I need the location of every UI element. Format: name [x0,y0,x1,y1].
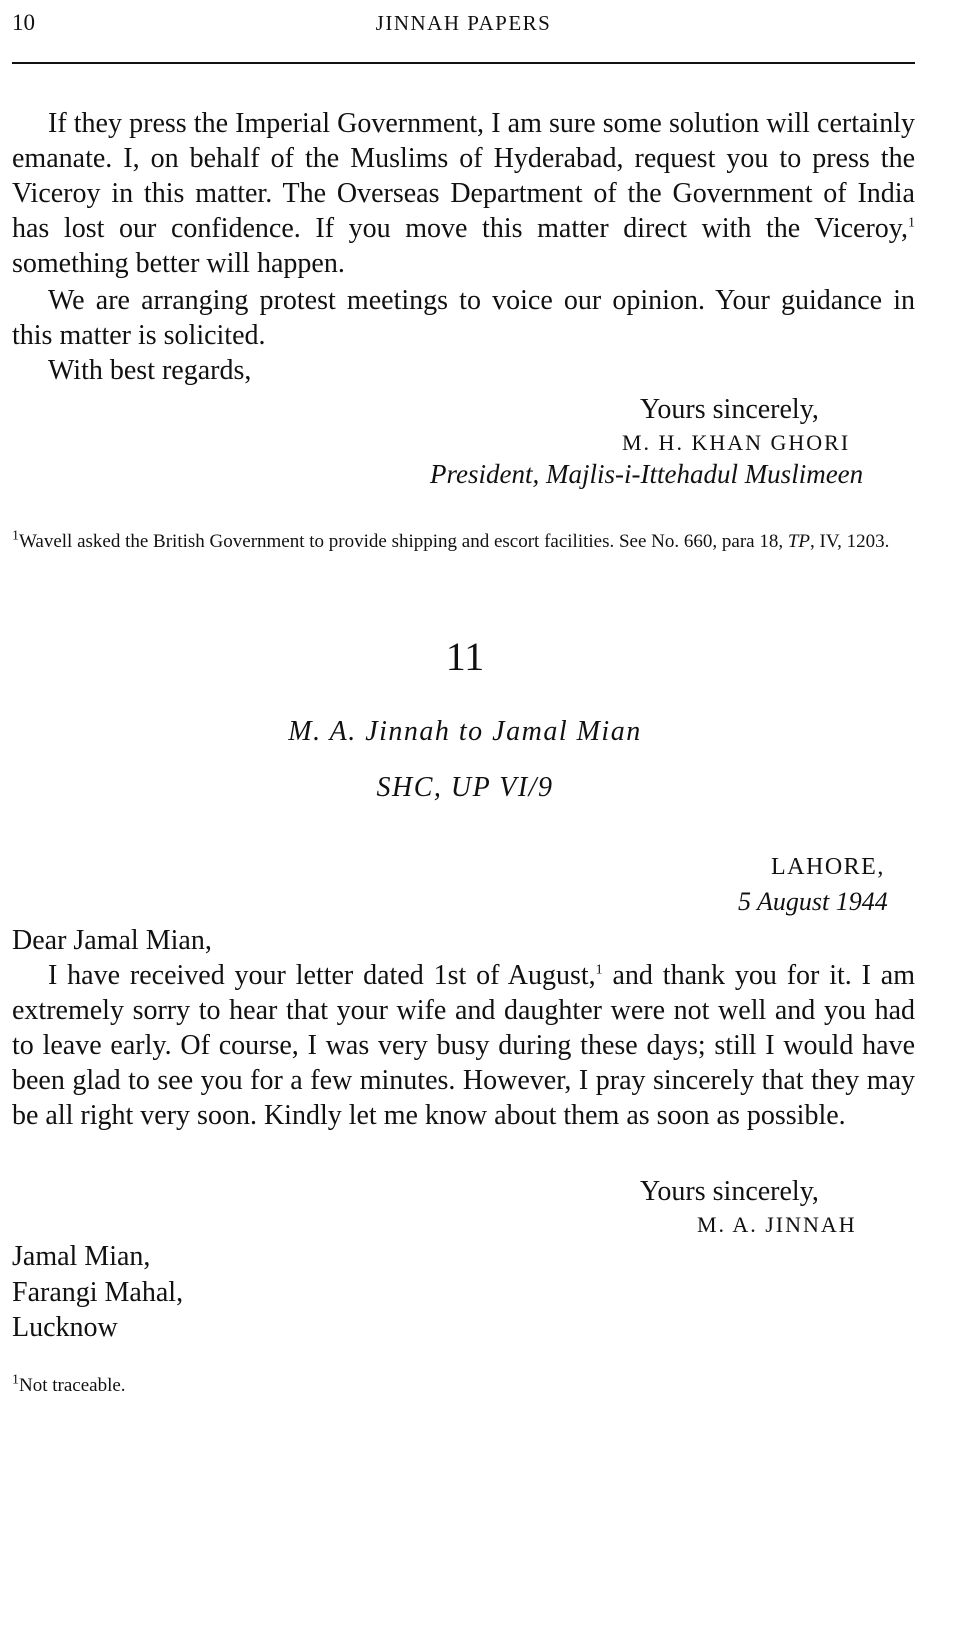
letter-10-footnote [12,528,915,555]
page-number: 10 [12,10,35,35]
footnote-reference: 1 [908,215,915,231]
letter-10-paragraph-1 [12,106,915,281]
document-title: M. A. Jinnah to Jamal Mian [288,716,642,747]
footnote-marker: 1 [12,1372,19,1388]
letter-11-valediction: Yours sincerely, [640,1176,819,1207]
footnote-text-b: , IV, 1203. [810,531,890,552]
document-source: SHC, UP VI/9 [376,772,554,803]
letter-10-paragraph-1-text-b: something better will happen. [12,248,345,279]
page-header [12,10,915,44]
footnote-marker: 1 [12,528,19,544]
letter-salutation: Dear Jamal Mian, [12,925,212,956]
footnote-text-tp: TP [787,531,811,552]
letter-10-paragraph-1-text-a: If they press the Imperial Government, I am sure some solution will certainly emanate. I, on behalf of the Muslims of Hyderabad, request you to press the Viceroy in this matter. The Overseas Department of the Government of India has lost our confidence. If you move this matter direct with the Viceroy, [12,108,915,244]
footnote-reference: 1 [595,962,603,978]
letter-11-body-text-b: and thank you for it. I am extremely sorry to hear that your wife and daughter were not well and you had to leave early. Of course, I was very busy during these days; still I would have been glad to see you for a few minutes. However, I pray sincerely that they may be all right very soon. Kindly let me know about them as soon as possible. [12,960,916,1131]
letter-11-body [12,958,915,1133]
letter-date: 5 August 1944 [738,887,888,916]
letter-10-valediction: Yours sincerely, [640,394,819,425]
footnote-text: Not traceable. [19,1375,126,1396]
letter-10-paragraph-2: We are arranging protest meetings to voice our opinion. Your guidance in this matter is solicited. [12,285,915,351]
letter-10-signatory: M. H. KHAN GHORI [622,430,851,455]
letter-10-closing: With best regards, [48,355,252,386]
letter-10-signatory-title: President, Majlis-i-Ittehadul Muslimeen [430,459,864,489]
address-line-1: Jamal Mian, [12,1241,151,1272]
footnote-text-a: Wavell asked the British Government to provide shipping and escort facilities. See No. 660, para 18, [19,531,788,552]
document-number: 11 [445,634,485,679]
running-head: JINNAH PAPERS [375,11,552,35]
address-line-2: Farangi Mahal, [12,1277,184,1308]
letter-11-signatory: M. A. JINNAH [697,1212,857,1237]
letter-11-footnote [12,1372,915,1399]
letter-place: LAHORE, [771,854,885,880]
header-rule [12,62,915,64]
letter-11-body-text-a: I have received your letter dated 1st of August, [48,960,596,991]
address-line-3: Lucknow [12,1312,118,1343]
